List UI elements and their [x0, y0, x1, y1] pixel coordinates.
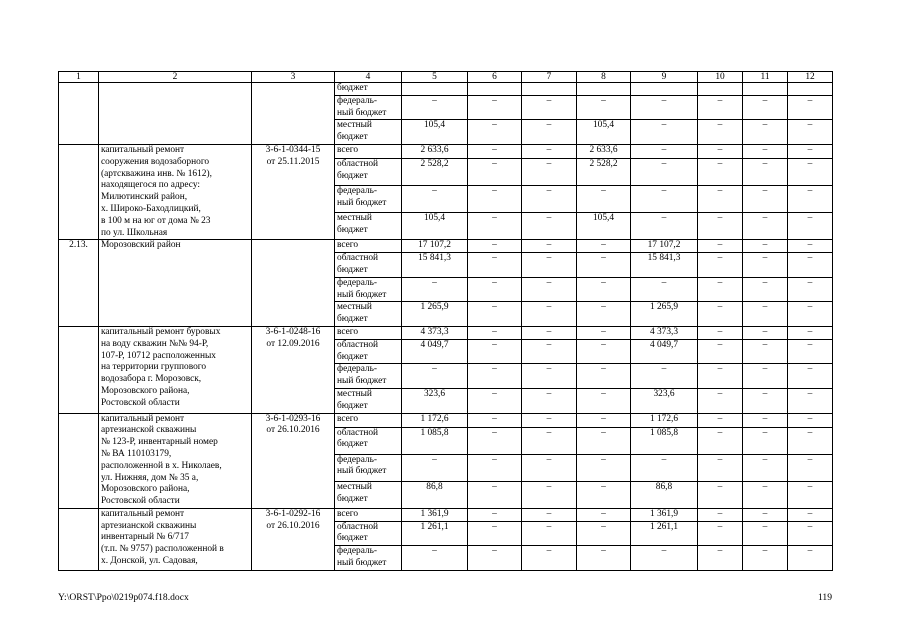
value-cell-col10: –: [698, 546, 743, 571]
value-cell-col8: 2 633,6: [577, 144, 631, 158]
value-cell-col5: 4 049,7: [402, 339, 468, 364]
value-cell-col12: –: [788, 413, 833, 427]
value-cell-col11: –: [743, 454, 788, 481]
value-cell-col12: –: [788, 120, 833, 145]
value-cell-col11: –: [743, 546, 788, 571]
value-cell-col8: –: [577, 302, 631, 327]
value-cell-col5: [402, 83, 468, 96]
budget-type-cell: областной бюджет: [335, 427, 402, 454]
value-cell-col10: –: [698, 240, 743, 253]
value-cell-col12: –: [788, 508, 833, 521]
value-cell-col8: –: [577, 508, 631, 521]
value-cell-col12: –: [788, 481, 833, 508]
file-path: Y:\ORST\Ppo\0219p074.f18.docx: [58, 592, 189, 603]
object-name-cell: [99, 83, 252, 145]
value-cell-col12: –: [788, 546, 833, 571]
value-cell-col5: –: [402, 95, 468, 120]
value-cell-col8: 2 528,2: [577, 159, 631, 186]
value-cell-col12: –: [788, 326, 833, 339]
value-cell-col12: –: [788, 427, 833, 454]
value-cell-col6: –: [468, 277, 522, 302]
value-cell-col7: –: [522, 508, 577, 521]
value-cell-col6: –: [468, 120, 522, 145]
value-cell-col7: –: [522, 427, 577, 454]
column-header-11: 11: [743, 72, 788, 83]
budget-type-cell: местный бюджет: [335, 388, 402, 413]
value-cell-col10: –: [698, 521, 743, 546]
value-cell-col10: –: [698, 339, 743, 364]
value-cell-col10: –: [698, 213, 743, 240]
value-cell-col6: –: [468, 413, 522, 427]
value-cell-col12: [788, 83, 833, 96]
budget-type-cell: всего: [335, 508, 402, 521]
table-row: [59, 413, 833, 427]
value-cell-col11: –: [743, 481, 788, 508]
value-cell-col11: –: [743, 144, 788, 158]
value-cell-col6: –: [468, 213, 522, 240]
value-cell-col10: –: [698, 427, 743, 454]
value-cell-col10: –: [698, 120, 743, 145]
value-cell-col6: –: [468, 144, 522, 158]
value-cell-col7: –: [522, 481, 577, 508]
value-cell-col8: –: [577, 364, 631, 389]
value-cell-col6: –: [468, 339, 522, 364]
value-cell-col10: –: [698, 302, 743, 327]
value-cell-col10: [698, 83, 743, 96]
value-cell-col9: 323,6: [631, 388, 698, 413]
value-cell-col12: –: [788, 213, 833, 240]
value-cell-col7: –: [522, 326, 577, 339]
row-number-cell: [59, 326, 99, 413]
value-cell-col9: –: [631, 186, 698, 213]
value-cell-col11: –: [743, 186, 788, 213]
column-header-9: 9: [631, 72, 698, 83]
value-cell-col12: –: [788, 240, 833, 253]
document-cell: 3-6-1-0293-16 от 26.10.2016: [252, 413, 335, 508]
value-cell-col6: –: [468, 302, 522, 327]
value-cell-col8: –: [577, 481, 631, 508]
value-cell-col10: –: [698, 388, 743, 413]
value-cell-col11: –: [743, 427, 788, 454]
value-cell-col10: –: [698, 277, 743, 302]
value-cell-col9: 86,8: [631, 481, 698, 508]
budget-type-cell: областной бюджет: [335, 159, 402, 186]
value-cell-col8: –: [577, 95, 631, 120]
column-header-12: 12: [788, 72, 833, 83]
row-number-cell: [59, 508, 99, 570]
value-cell-col11: –: [743, 302, 788, 327]
value-cell-col11: –: [743, 413, 788, 427]
value-cell-col12: –: [788, 521, 833, 546]
value-cell-col9: –: [631, 120, 698, 145]
budget-type-cell: местный бюджет: [335, 302, 402, 327]
value-cell-col6: –: [468, 521, 522, 546]
value-cell-col5: 1 361,9: [402, 508, 468, 521]
budget-type-cell: областной бюджет: [335, 339, 402, 364]
document-cell: 3-6-1-0248-16 от 12.09.2016: [252, 326, 335, 413]
row-number-cell: [59, 83, 99, 145]
value-cell-col6: –: [468, 159, 522, 186]
value-cell-col8: –: [577, 388, 631, 413]
value-cell-col9: [631, 83, 698, 96]
value-cell-col8: –: [577, 413, 631, 427]
district-name-cell: Морозовский район: [99, 240, 252, 327]
table-row: [59, 508, 833, 521]
value-cell-col6: [468, 83, 522, 96]
value-cell-col10: –: [698, 159, 743, 186]
document-cell: 3-6-1-0344-15 от 25.11.2015: [252, 144, 335, 239]
value-cell-col9: 15 841,3: [631, 253, 698, 278]
value-cell-col9: –: [631, 144, 698, 158]
value-cell-col9: –: [631, 546, 698, 571]
budget-type-cell: местный бюджет: [335, 120, 402, 145]
value-cell-col9: 4 049,7: [631, 339, 698, 364]
value-cell-col12: –: [788, 159, 833, 186]
value-cell-col7: –: [522, 454, 577, 481]
value-cell-col7: –: [522, 521, 577, 546]
value-cell-col5: –: [402, 277, 468, 302]
column-header-6: 6: [468, 72, 522, 83]
value-cell-col5: 2 633,6: [402, 144, 468, 158]
document-cell: [252, 83, 335, 145]
value-cell-col8: 105,4: [577, 120, 631, 145]
value-cell-col9: 17 107,2: [631, 240, 698, 253]
value-cell-col7: –: [522, 413, 577, 427]
value-cell-col8: –: [577, 521, 631, 546]
column-header-4: 4: [335, 72, 402, 83]
value-cell-col11: –: [743, 213, 788, 240]
value-cell-col11: [743, 83, 788, 96]
value-cell-col12: –: [788, 339, 833, 364]
value-cell-col7: –: [522, 339, 577, 364]
value-cell-col7: –: [522, 388, 577, 413]
value-cell-col8: –: [577, 186, 631, 213]
value-cell-col11: –: [743, 159, 788, 186]
budget-type-cell: федераль- ный бюджет: [335, 546, 402, 571]
budget-type-cell: местный бюджет: [335, 213, 402, 240]
value-cell-col11: –: [743, 277, 788, 302]
value-cell-col5: –: [402, 364, 468, 389]
value-cell-col5: –: [402, 546, 468, 571]
value-cell-col5: –: [402, 186, 468, 213]
value-cell-col10: –: [698, 186, 743, 213]
value-cell-col5: 4 373,3: [402, 326, 468, 339]
value-cell-col7: –: [522, 546, 577, 571]
value-cell-col10: –: [698, 326, 743, 339]
value-cell-col12: –: [788, 186, 833, 213]
budget-type-cell: областной бюджет: [335, 253, 402, 278]
value-cell-col9: –: [631, 454, 698, 481]
value-cell-col11: –: [743, 339, 788, 364]
budget-type-cell: всего: [335, 413, 402, 427]
value-cell-col5: 1 265,9: [402, 302, 468, 327]
table-row: [59, 240, 833, 253]
header-row: [59, 72, 833, 83]
value-cell-col11: –: [743, 95, 788, 120]
value-cell-col12: –: [788, 388, 833, 413]
value-cell-col9: –: [631, 364, 698, 389]
value-cell-col5: 1 172,6: [402, 413, 468, 427]
column-header-10: 10: [698, 72, 743, 83]
budget-type-cell: бюджет: [335, 83, 402, 96]
row-number-cell: [59, 144, 99, 239]
value-cell-col9: 1 265,9: [631, 302, 698, 327]
value-cell-col10: –: [698, 508, 743, 521]
value-cell-col10: –: [698, 144, 743, 158]
value-cell-col10: –: [698, 481, 743, 508]
value-cell-col9: –: [631, 277, 698, 302]
column-header-8: 8: [577, 72, 631, 83]
value-cell-col12: –: [788, 144, 833, 158]
value-cell-col12: –: [788, 454, 833, 481]
budget-table: [58, 71, 833, 571]
value-cell-col7: –: [522, 120, 577, 145]
value-cell-col10: –: [698, 454, 743, 481]
value-cell-col7: –: [522, 213, 577, 240]
table-row: [59, 326, 833, 339]
value-cell-col6: –: [468, 253, 522, 278]
document-cell: 3-6-1-0292-16 от 26.10.2016: [252, 508, 335, 570]
budget-type-cell: федераль- ный бюджет: [335, 95, 402, 120]
value-cell-col12: –: [788, 302, 833, 327]
value-cell-col11: –: [743, 521, 788, 546]
value-cell-col5: 105,4: [402, 120, 468, 145]
value-cell-col6: –: [468, 508, 522, 521]
value-cell-col5: 1 085,8: [402, 427, 468, 454]
value-cell-col6: –: [468, 454, 522, 481]
value-cell-col7: –: [522, 302, 577, 327]
value-cell-col8: 105,4: [577, 213, 631, 240]
value-cell-col11: –: [743, 508, 788, 521]
value-cell-col8: –: [577, 454, 631, 481]
value-cell-col7: [522, 83, 577, 96]
value-cell-col8: –: [577, 427, 631, 454]
budget-type-cell: федераль- ный бюджет: [335, 454, 402, 481]
value-cell-col6: –: [468, 186, 522, 213]
value-cell-col6: –: [468, 481, 522, 508]
budget-type-cell: всего: [335, 144, 402, 158]
value-cell-col6: –: [468, 546, 522, 571]
row-number-cell: 2.13.: [59, 240, 99, 327]
value-cell-col8: –: [577, 546, 631, 571]
value-cell-col7: –: [522, 253, 577, 278]
column-header-5: 5: [402, 72, 468, 83]
value-cell-col10: –: [698, 95, 743, 120]
table-row: [59, 83, 833, 96]
value-cell-col8: [577, 83, 631, 96]
value-cell-col5: 15 841,3: [402, 253, 468, 278]
value-cell-col9: –: [631, 159, 698, 186]
budget-type-cell: всего: [335, 240, 402, 253]
budget-type-cell: всего: [335, 326, 402, 339]
budget-type-cell: федераль- ный бюджет: [335, 364, 402, 389]
value-cell-col10: –: [698, 364, 743, 389]
value-cell-col7: –: [522, 364, 577, 389]
table-row: [59, 144, 833, 158]
value-cell-col11: –: [743, 364, 788, 389]
value-cell-col5: –: [402, 454, 468, 481]
value-cell-col6: –: [468, 427, 522, 454]
value-cell-col5: 1 261,1: [402, 521, 468, 546]
value-cell-col6: –: [468, 326, 522, 339]
value-cell-col7: –: [522, 95, 577, 120]
row-number-cell: [59, 413, 99, 508]
value-cell-col9: –: [631, 95, 698, 120]
value-cell-col11: –: [743, 388, 788, 413]
value-cell-col6: –: [468, 364, 522, 389]
budget-type-cell: областной бюджет: [335, 521, 402, 546]
value-cell-col7: –: [522, 186, 577, 213]
value-cell-col12: –: [788, 364, 833, 389]
value-cell-col11: –: [743, 120, 788, 145]
value-cell-col5: 86,8: [402, 481, 468, 508]
value-cell-col9: –: [631, 213, 698, 240]
budget-type-cell: местный бюджет: [335, 481, 402, 508]
value-cell-col9: 1 261,1: [631, 521, 698, 546]
value-cell-col8: –: [577, 253, 631, 278]
value-cell-col12: –: [788, 277, 833, 302]
value-cell-col7: –: [522, 240, 577, 253]
value-cell-col8: –: [577, 240, 631, 253]
object-name-cell: капитальный ремонт артезианской скважины № 123-Р, инвентарный номер № ВА 110103179, расположенной в х. Николаев, ул. Нижняя, дом № 35 а, Морозовского района, Ростовской области: [99, 413, 252, 508]
value-cell-col6: –: [468, 240, 522, 253]
value-cell-col9: 1 361,9: [631, 508, 698, 521]
column-header-2: 2: [99, 72, 252, 83]
value-cell-col5: 17 107,2: [402, 240, 468, 253]
value-cell-col6: –: [468, 388, 522, 413]
document-cell: [252, 240, 335, 327]
value-cell-col5: 323,6: [402, 388, 468, 413]
value-cell-col8: –: [577, 326, 631, 339]
value-cell-col8: –: [577, 277, 631, 302]
column-header-1: 1: [59, 72, 99, 83]
value-cell-col5: 105,4: [402, 213, 468, 240]
value-cell-col12: –: [788, 253, 833, 278]
object-name-cell: капитальный ремонт сооружения водозаборного (артскважина инв. № 1612), находящегося по адресу: Милютинский район, х. Широко-Баходлицкий, в 100 м на юг от дома № 23 по ул. Школьная: [99, 144, 252, 239]
value-cell-col7: –: [522, 144, 577, 158]
value-cell-col7: –: [522, 159, 577, 186]
value-cell-col5: 2 528,2: [402, 159, 468, 186]
budget-type-cell: федераль- ный бюджет: [335, 186, 402, 213]
column-header-7: 7: [522, 72, 577, 83]
value-cell-col8: –: [577, 339, 631, 364]
value-cell-col7: –: [522, 277, 577, 302]
value-cell-col9: 1 172,6: [631, 413, 698, 427]
value-cell-col6: –: [468, 95, 522, 120]
page-number: 119: [817, 592, 832, 603]
value-cell-col11: –: [743, 240, 788, 253]
value-cell-col10: –: [698, 253, 743, 278]
object-name-cell: капитальный ремонт буровых на воду скважин №№ 94-Р, 107-Р, 10712 расположенных на территории группового водозабора г. Морозовск, Морозовского района, Ростовской области: [99, 326, 252, 413]
value-cell-col10: –: [698, 413, 743, 427]
column-header-3: 3: [252, 72, 335, 83]
value-cell-col11: –: [743, 326, 788, 339]
budget-type-cell: федераль- ный бюджет: [335, 277, 402, 302]
value-cell-col12: –: [788, 95, 833, 120]
value-cell-col11: –: [743, 253, 788, 278]
value-cell-col9: 1 085,8: [631, 427, 698, 454]
value-cell-col9: 4 373,3: [631, 326, 698, 339]
object-name-cell: капитальный ремонт артезианской скважины инвентарный № 6/717 (т.п. № 9757) расположенной в х. Донской, ул. Садовая,: [99, 508, 252, 570]
